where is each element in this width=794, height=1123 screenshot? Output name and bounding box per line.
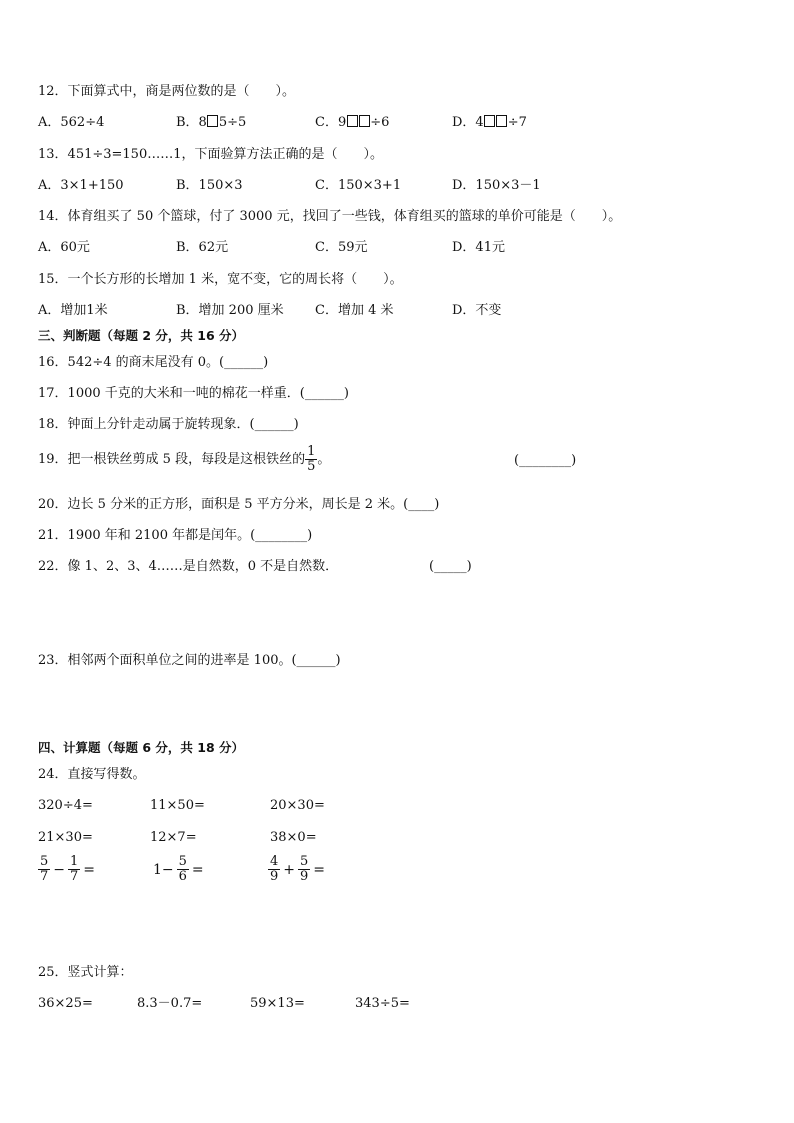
option-label: C．9 xyxy=(315,115,347,130)
vertical-calc-item[interactable]: 8.3－0.7= xyxy=(137,996,203,1011)
calc-item[interactable]: 320÷4= xyxy=(38,798,93,813)
blank-box xyxy=(496,115,507,127)
q12-option-a[interactable]: A．562÷4 xyxy=(38,115,105,130)
fraction-numerator: 5 xyxy=(178,854,187,869)
equals-sign: = xyxy=(313,861,326,878)
question-24: 24．直接写得数。 xyxy=(38,767,146,782)
q14-option-b[interactable]: B．62元 xyxy=(176,240,229,255)
fraction-numerator: 5 xyxy=(300,854,309,869)
fraction-numerator: 1 xyxy=(70,854,79,869)
q14-option-c[interactable]: C．59元 xyxy=(315,240,368,255)
fraction-denominator: 7 xyxy=(40,869,49,884)
q15-option-a[interactable]: A．增加1米 xyxy=(38,303,108,318)
calc-item[interactable]: 20×30= xyxy=(270,798,325,813)
option-tail: ÷7 xyxy=(507,115,527,130)
question-19[interactable] xyxy=(38,440,330,480)
option-label: D．4 xyxy=(452,115,484,130)
question-17[interactable]: 17．1000 千克的大米和一吨的棉花一样重．(______) xyxy=(38,386,349,401)
q12-option-d[interactable] xyxy=(452,114,527,132)
calc-item[interactable]: 11×50= xyxy=(150,798,205,813)
question-18[interactable]: 18．钟面上分针走动属于旋转现象．(______) xyxy=(38,417,299,432)
q15-option-b[interactable]: B．增加 200 厘米 xyxy=(176,303,284,318)
section-heading-calc: 四、计算题（每题 6 分，共 18 分） xyxy=(38,740,245,755)
question-22: 22．像 1、2、3、4……是自然数，0 不是自然数． xyxy=(38,559,339,574)
question-13-stem: 13．451÷3=150……1，下面验算方法正确的是（ ）。 xyxy=(38,147,383,162)
q19-period: 。 xyxy=(317,452,331,467)
option-tail: 5÷5 xyxy=(218,115,247,130)
q15-option-d[interactable]: D．不变 xyxy=(452,303,502,318)
fraction xyxy=(38,855,50,884)
q12-option-b[interactable] xyxy=(176,114,246,132)
q12-option-c[interactable] xyxy=(315,114,389,132)
question-16[interactable]: 16．542÷4 的商末尾没有 0。(______) xyxy=(38,355,269,370)
blank-box xyxy=(207,115,218,127)
fraction-denominator: 5 xyxy=(307,459,316,474)
operator: − xyxy=(53,861,66,878)
equals-sign: = xyxy=(191,861,204,878)
calc-item[interactable]: 21×30= xyxy=(38,830,93,845)
fraction-denominator: 9 xyxy=(300,869,309,884)
calc-item[interactable]: 12×7= xyxy=(150,830,197,845)
fraction xyxy=(298,855,310,884)
equals-sign: = xyxy=(83,861,96,878)
option-label: B．8 xyxy=(176,115,207,130)
blank-box xyxy=(484,115,495,127)
blank-box xyxy=(359,115,370,127)
question-23[interactable]: 23．相邻两个面积单位之间的进率是 100。(______) xyxy=(38,653,341,668)
option-tail: ÷6 xyxy=(370,115,390,130)
q14-option-a[interactable]: A．60元 xyxy=(38,240,90,255)
operator: + xyxy=(283,861,296,878)
fraction-denominator: 7 xyxy=(70,869,79,884)
q13-option-a[interactable]: A．3×1+150 xyxy=(38,178,124,193)
fraction-denominator: 9 xyxy=(270,869,279,884)
vertical-calc-item[interactable]: 59×13= xyxy=(250,996,305,1011)
question-15-stem: 15．一个长方形的长增加 1 米，宽不变，它的周长将（ ）。 xyxy=(38,272,403,287)
fraction-expression-1[interactable] xyxy=(38,855,98,884)
q13-option-d[interactable]: D．150×3－1 xyxy=(452,178,541,193)
q19-answer-blank[interactable]: (________) xyxy=(514,453,577,468)
q19-fraction xyxy=(305,445,317,474)
q14-option-d[interactable]: D．41元 xyxy=(452,240,505,255)
fraction-expression-2[interactable] xyxy=(153,855,207,884)
section-heading-judge: 三、判断题（每题 2 分，共 16 分） xyxy=(38,328,245,343)
vertical-calc-item[interactable]: 36×25= xyxy=(38,996,93,1011)
question-12-stem: 12．下面算式中，商是两位数的是（ ）。 xyxy=(38,84,296,99)
question-25: 25．竖式计算： xyxy=(38,965,133,980)
fraction-denominator: 6 xyxy=(178,869,187,884)
blank-box xyxy=(347,115,358,127)
q13-option-c[interactable]: C．150×3+1 xyxy=(315,178,402,193)
q22-answer-blank[interactable]: (_____) xyxy=(429,559,472,574)
q15-option-c[interactable]: C．增加 4 米 xyxy=(315,303,394,318)
fraction-expression-3[interactable] xyxy=(268,855,328,884)
question-21[interactable]: 21．1900 年和 2100 年都是闰年。(________) xyxy=(38,528,313,543)
fraction-numerator: 4 xyxy=(270,854,279,869)
question-20[interactable]: 20．边长 5 分米的正方形，面积是 5 平方分米，周长是 2 米。(____) xyxy=(38,497,440,512)
vertical-calc-item[interactable]: 343÷5= xyxy=(355,996,410,1011)
fraction-numerator: 1 xyxy=(307,444,316,459)
lead-term: 1− xyxy=(153,861,174,878)
q13-option-b[interactable]: B．150×3 xyxy=(176,178,243,193)
fraction xyxy=(177,855,189,884)
question-14-stem: 14．体育组买了 50 个篮球，付了 3000 元，找回了一些钱，体育组买的篮球的单价可能是（ ）。 xyxy=(38,209,622,224)
q19-text: 19．把一根铁丝剪成 5 段，每段是这根铁丝的 xyxy=(38,452,306,467)
fraction xyxy=(268,855,280,884)
fraction-numerator: 5 xyxy=(40,854,49,869)
calc-item[interactable]: 38×0= xyxy=(270,830,317,845)
fraction xyxy=(68,855,80,884)
